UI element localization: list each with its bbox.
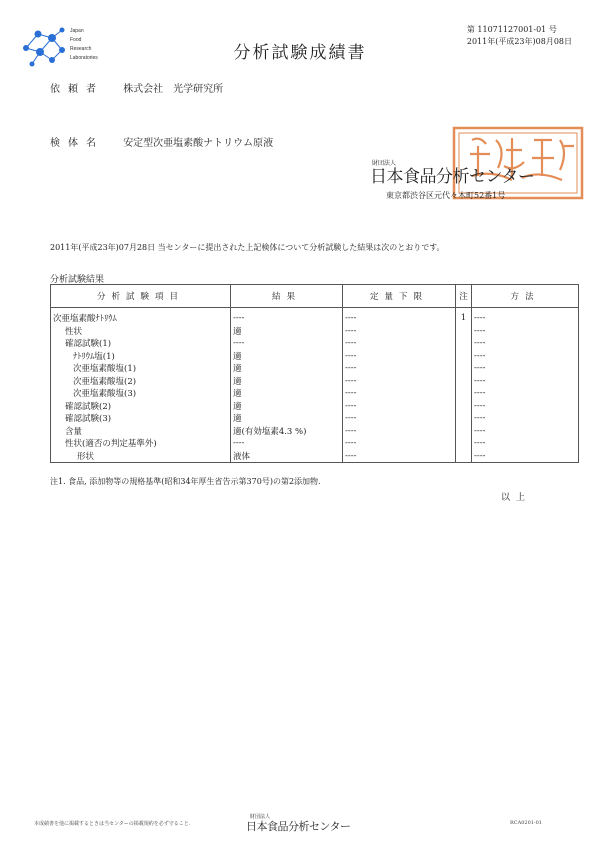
- lab-prefix: 財団法人: [372, 160, 397, 167]
- cell-item: 確認試験(3): [51, 412, 231, 425]
- cell-limit: ----: [343, 375, 456, 388]
- cell-note: [456, 437, 472, 450]
- cell-item: 含量: [51, 425, 231, 438]
- cell-limit: ----: [343, 437, 456, 450]
- footer-code: RCA0201-01: [510, 820, 542, 826]
- cell-limit: ----: [343, 450, 456, 463]
- cell-item: 性状: [51, 325, 231, 338]
- table-row: [51, 362, 579, 375]
- footer-name: 日本食品分析センター: [246, 820, 351, 833]
- cell-result: 適: [231, 325, 343, 338]
- cell-item: 形状: [51, 450, 231, 463]
- cell-result: 液体: [231, 450, 343, 463]
- statement-text: 2011年(平成23年)07月28日 当センターに提出された上記検体について分析試験した結果は次のとおりです。: [50, 243, 445, 252]
- cell-method: ----: [472, 450, 579, 463]
- table-row: [51, 387, 579, 400]
- sample-value: 安定型次亜塩素酸ナトリウム原液: [123, 138, 274, 149]
- cell-limit: ----: [343, 337, 456, 350]
- cell-method: ----: [472, 350, 579, 363]
- table-row: [51, 437, 579, 450]
- cell-result: 適: [231, 400, 343, 413]
- table-row: [51, 350, 579, 363]
- cell-limit: ----: [343, 387, 456, 400]
- cell-limit: ----: [343, 350, 456, 363]
- cell-limit: ----: [343, 412, 456, 425]
- cell-limit: ----: [343, 308, 456, 325]
- cell-item: 確認試験(2): [51, 400, 231, 413]
- cell-result: ----: [231, 337, 343, 350]
- cell-note: [456, 400, 472, 413]
- footer-prefix: 財団法人: [250, 814, 271, 820]
- cell-note: [456, 350, 472, 363]
- table-row: [51, 337, 579, 350]
- cell-note: [456, 362, 472, 375]
- footer-lab-name: [246, 814, 351, 833]
- cell-item: 次亜塩素酸塩(1): [51, 362, 231, 375]
- lab-name: 日本食品分析センター: [370, 167, 535, 187]
- table-row: [51, 325, 579, 338]
- logo-text-line: Research: [70, 46, 92, 52]
- cell-method: ----: [472, 387, 579, 400]
- cell-note: [456, 337, 472, 350]
- cell-method: ----: [472, 375, 579, 388]
- cell-result: 適: [231, 375, 343, 388]
- cell-note: [456, 450, 472, 463]
- cell-item: 性状(適否の判定基準外): [51, 437, 231, 450]
- cell-note: [456, 425, 472, 438]
- cell-method: ----: [472, 337, 579, 350]
- column-header-item: 分析試験項目: [51, 285, 231, 308]
- sample-label: 検体名: [50, 138, 104, 149]
- cell-method: ----: [472, 437, 579, 450]
- logo-text-line: Food: [70, 37, 82, 43]
- end-mark: 以上: [501, 493, 532, 503]
- cell-note: [456, 375, 472, 388]
- results-body: [51, 308, 579, 463]
- results-table: [50, 284, 579, 463]
- cell-result: 適: [231, 412, 343, 425]
- cell-method: ----: [472, 308, 579, 325]
- logo-text-line: Laboratories: [70, 55, 98, 61]
- cell-result: 適: [231, 387, 343, 400]
- cell-item: 確認試験(1): [51, 337, 231, 350]
- column-header-limit: 定量下限: [343, 285, 456, 308]
- cell-item: 次亜塩素酸ﾅﾄﾘｳﾑ: [51, 308, 231, 325]
- column-header-result: 結果: [231, 285, 343, 308]
- cell-item: 次亜塩素酸塩(3): [51, 387, 231, 400]
- document-info: [467, 24, 572, 48]
- cell-method: ----: [472, 325, 579, 338]
- table-row: [51, 425, 579, 438]
- cell-item: ﾅﾄﾘｳﾑ塩(1): [51, 350, 231, 363]
- table-row: [51, 308, 579, 325]
- column-header-note: 注: [456, 285, 472, 308]
- table-row: [51, 412, 579, 425]
- client-field: [50, 80, 223, 95]
- sample-field: [50, 134, 273, 149]
- cell-method: ----: [472, 400, 579, 413]
- cell-result: 適: [231, 362, 343, 375]
- table-row: [51, 400, 579, 413]
- cell-result: ----: [231, 308, 343, 325]
- cell-limit: ----: [343, 400, 456, 413]
- logo-text-line: Japan: [70, 28, 84, 34]
- table-row: [51, 450, 579, 463]
- cell-note: [456, 325, 472, 338]
- footnote: 注1. 食品, 添加物等の規格基準(昭和34年厚生省告示第370号)の第2添加物.: [50, 477, 321, 486]
- client-label: 依頼者: [50, 84, 104, 95]
- cell-limit: ----: [343, 425, 456, 438]
- cell-note: 1: [456, 308, 472, 325]
- client-value: 株式会社 光学研究所: [123, 84, 224, 95]
- cell-item: 次亜塩素酸塩(2): [51, 375, 231, 388]
- cell-result: ----: [231, 437, 343, 450]
- cell-result: 適: [231, 350, 343, 363]
- page-title: 分析試験成績書: [233, 43, 367, 63]
- column-header-method: 方法: [472, 285, 579, 308]
- footer-notice: 本成績書を他に掲載するときは当センターの掲載規約を必ず守ること.: [34, 821, 191, 827]
- document-date: 2011年(平成23年)08月08日: [466, 37, 572, 46]
- lab-name-block: [276, 160, 534, 187]
- cell-limit: ----: [343, 325, 456, 338]
- lab-address: 東京都渋谷区元代々木町52番1号: [386, 191, 506, 200]
- cell-note: [456, 387, 472, 400]
- cell-method: ----: [472, 425, 579, 438]
- cell-limit: ----: [343, 362, 456, 375]
- table-header-row: [51, 285, 579, 308]
- cell-method: ----: [472, 362, 579, 375]
- table-row: [51, 375, 579, 388]
- cell-method: ----: [472, 412, 579, 425]
- cell-note: [456, 412, 472, 425]
- results-heading: 分析試験結果: [50, 275, 105, 285]
- cell-result: 適(有効塩素4.3 %): [231, 425, 343, 438]
- document-number: 第 11071127001-01 号: [466, 25, 557, 34]
